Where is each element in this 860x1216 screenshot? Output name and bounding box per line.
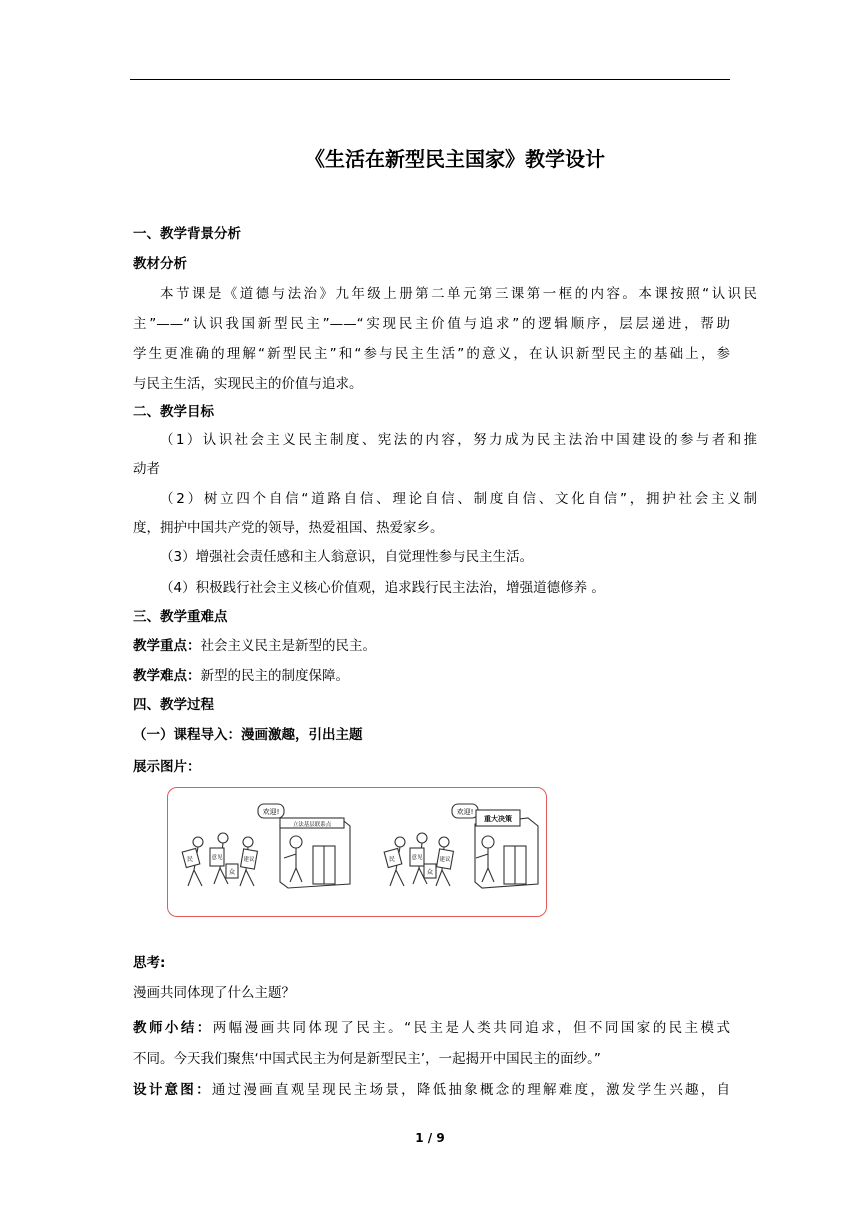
figure-head: [482, 836, 494, 848]
badge-text: 民: [388, 856, 396, 863]
comic-panel-right: [384, 804, 538, 888]
document-title: 《生活在新型民主国家》教学设计: [305, 147, 605, 171]
summary-line: 不同。今天我们聚焦‘中国式民主为何是新型民主’，一起揭开中国民主的面纱。”: [133, 1051, 601, 1067]
section-heading-process: 四、教学过程: [133, 697, 214, 713]
goal-line: （2）树立四个自信“道路自信、理论自信、制度自信、文化自信”，拥护社会主义制: [160, 491, 757, 507]
section-heading-keypoints: 三、教学重难点: [133, 609, 228, 625]
section-heading-background: 一、教学背景分析: [133, 226, 241, 242]
paper-text: 意见: [211, 855, 223, 861]
person-head: [395, 837, 405, 847]
section-heading-goals: 二、教学目标: [133, 404, 214, 420]
person-head: [439, 837, 449, 847]
goal-line: 度，拥护中国共产党的领导，热爱祖国、热爱家乡。: [133, 520, 444, 536]
person-head: [243, 837, 253, 847]
goal-line: （4）积极践行社会主义核心价值观，追求践行民主法治，增强道德修养 。: [160, 580, 605, 596]
badge-text: 众: [228, 869, 236, 876]
subheading-textbook: 教材分析: [133, 256, 187, 272]
paragraph-line: 与民主生活，实现民主的价值与追求。: [133, 376, 363, 392]
difficulty-text: 新型的民主的制度保障。: [200, 668, 349, 684]
summary-line: [133, 1018, 730, 1038]
summary-label: 教师小结：: [133, 1020, 213, 1036]
person-head: [218, 833, 228, 843]
step-heading: （一）课程导入：漫画激趣，引出主题: [133, 727, 363, 743]
building-sign-text: 重大决策: [484, 815, 512, 823]
paragraph-line: 本节课是《道德与法治》九年级上册第二单元第三课第一框的内容。本课按照“认识民: [160, 286, 757, 302]
paragraph-line: 学生更准确的理解“新型民主”和“参与民主生活”的意义，在认识新型民主的基础上，参: [133, 346, 730, 362]
intent-line: [133, 1080, 730, 1100]
badge-text: 众: [426, 869, 434, 876]
comic-panel-left: [182, 804, 350, 888]
show-picture-label: 展示图片：: [133, 759, 201, 775]
think-label: 思考:: [133, 955, 166, 971]
difficulty-line: [133, 666, 733, 686]
bubble-text: 欢迎!: [456, 808, 474, 816]
key-point-line: [133, 636, 733, 656]
paper-text: 意见: [411, 855, 423, 861]
page-number: 1 / 9: [415, 1131, 445, 1145]
paragraph-line: 主”——“认识我国新型民主”——“实现民主价值与追求”的逻辑顺序，层层递进，帮助: [133, 316, 730, 332]
building-sign-text: 立法基层联系点: [292, 822, 332, 828]
comic-illustration: [168, 788, 545, 915]
difficulty-label: 教学难点：: [133, 668, 201, 684]
comic-figure: [167, 787, 547, 917]
person-head: [193, 837, 203, 847]
goal-line: 动者: [133, 461, 160, 477]
summary-text: 两幅漫画共同体现了民主。“民主是人类共同追求，但不同国家的民主模式: [212, 1020, 730, 1036]
think-question: 漫画共同体现了什么主题？: [133, 985, 295, 1001]
intent-label: 设计意图：: [133, 1082, 212, 1098]
bubble-text: 欢迎!: [262, 808, 280, 816]
figure-head: [290, 836, 302, 848]
badge-text: 民: [186, 856, 194, 863]
key-point-text: 社会主义民主是新型的民主。: [200, 638, 376, 654]
person-head: [417, 833, 427, 843]
goal-line: （3）增强社会责任感和主人翁意识，自觉理性参与民主生活。: [160, 549, 534, 565]
key-point-label: 教学重点：: [133, 638, 201, 654]
goal-line: （1）认识社会主义民主制度、宪法的内容，努力成为民主法治中国建设的参与者和推: [160, 432, 757, 448]
paper-text: 建议: [439, 857, 451, 863]
intent-text: 通过漫画直观呈现民主场景，降低抽象概念的理解难度，激发学生兴趣，自: [211, 1082, 731, 1098]
paper-text: 建议: [243, 857, 255, 863]
header-rule: [130, 79, 730, 80]
